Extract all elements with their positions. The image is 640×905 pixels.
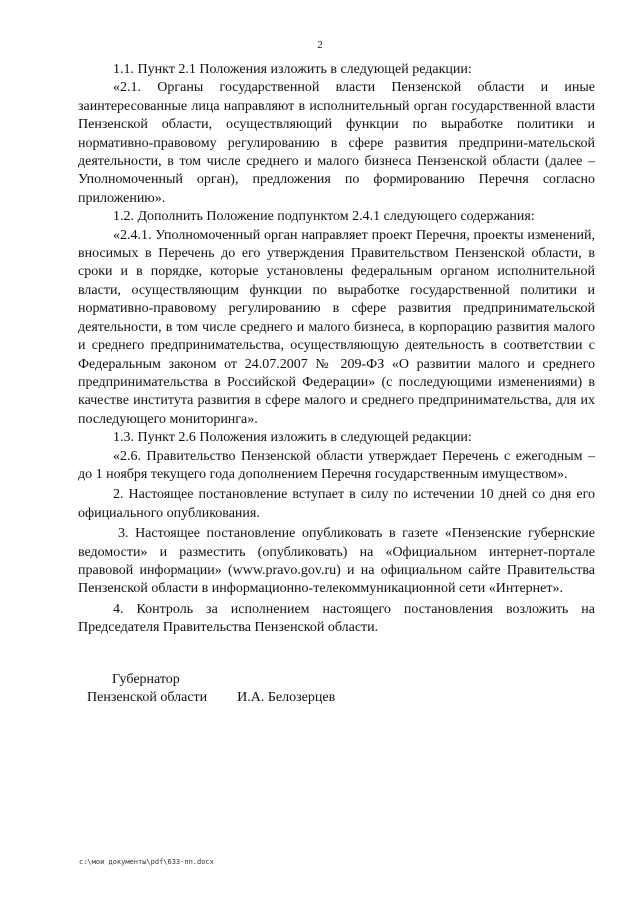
paragraph-item-3: 3. Настоящее постановление опубликовать в газете «Пензенские губернские ведомости» и разместить (опубликовать) на «Официальном интернет-портале правовой информации» (www.pravo.gov.ru) и на официальном сайте Правительства Пензенской области в информационно-телекоммуникационной сети «Интернет».	[78, 526, 595, 597]
signature-name: И.А. Белозерцев	[237, 690, 336, 706]
paragraph-item-4: 4. Контроль за исполнением настоящего постановления возложить на Председателя Правительства Пензенской области.	[78, 601, 595, 636]
signature-region: Пензенской области	[87, 690, 208, 706]
paragraph-2-1-text: «2.1. Органы государственной власти Пензенской области и иные заинтересованные лица направляют в исполнительный орган государственной власти Пензенской области, осуществляющий функции по выработке политики и нормативно-правовому регулированию в сфере развития предприни-мательской деятельности, в том числе среднего и малого бизнеса Пензенской области (далее – Уполномоченный орган), предложения по формированию Перечня согласно приложению».	[78, 80, 595, 206]
paragraph-1-1-intro: 1.1. Пункт 2.1 Положения изложить в следующей редакции:	[113, 62, 472, 77]
paragraph-item-2: 2. Настоящее постановление вступает в силу по истечении 10 дней со дня его официального опубликования.	[78, 487, 595, 521]
paragraph-1-2-intro: 1.2. Дополнить Положение подпунктом 2.4.1 следующего содержания:	[113, 209, 535, 225]
paragraph-1-3-intro: 1.3. Пункт 2.6 Положения изложить в следующей редакции:	[113, 430, 472, 446]
page-number: 2	[317, 39, 323, 51]
file-path-footer: c:\мои документы\pdf\633-пп.docx	[79, 858, 214, 866]
signature-title: Губернатор	[112, 672, 180, 687]
document-body	[78, 61, 595, 638]
paragraph-2-6-text: «2.6. Правительство Пензенской области утверждает Перечень с ежегодным – до 1 ноября текущего года дополнением Перечня государственным имуществом».	[78, 448, 595, 482]
signature-row	[78, 689, 335, 707]
signature-block	[78, 671, 335, 708]
paragraph-2-4-1-text: «2.4.1. Уполномоченный орган направляет проект Перечня, проекты изменений, вносимых в Перечень до его утверждения Правительством Пензенской области, в сроки и в порядке, которые установлены федеральным органом исполнительной власти, осуществляющим функции по выработке государственной политики и нормативно-правовому регулированию в сфере развития предпринимательской деятельности, в том числе среднего и малого бизнеса, в корпорацию развития малого и среднего предпринимательства, осуществляющую деятельность в соответствии с Федеральным законом от 24.07.2007 № 209-ФЗ «О развитии малого и среднего предпринимательства в Российской Федерации» (с последующими изменениями) в качестве института развития в сфере малого и среднего предпринимательства, для их последующего мониторинга».	[78, 227, 595, 427]
